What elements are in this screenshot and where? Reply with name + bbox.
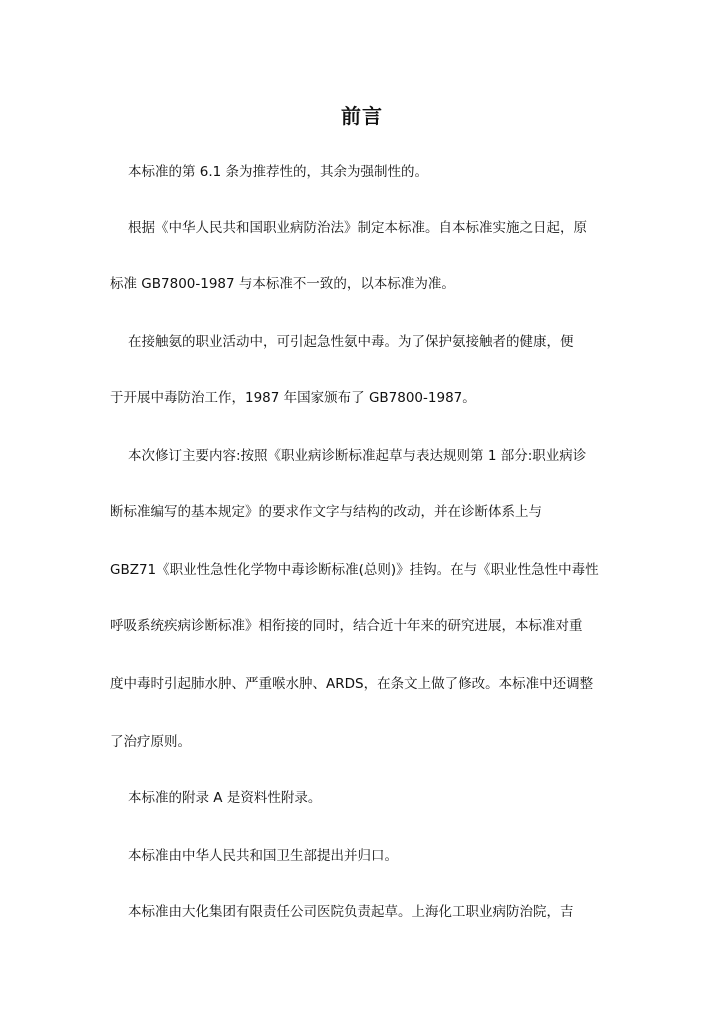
page-title: 前言 [341, 104, 383, 128]
paragraph-line: 本标准由大化集团有限责任公司医院负责起草。上海化工职业病防治院，吉 [128, 904, 574, 920]
paragraph-line: 根据《中华人民共和国职业病防治法》制定本标准。自本标准实施之日起，原 [128, 220, 587, 236]
paragraph-line: 本标准的第 6.1 条为推荐性的，其余为强制性的。 [128, 164, 429, 180]
paragraph-line: 呼吸系统疾病诊断标准》相衔接的同时，结合近十年来的研究进展，本标准对重 [110, 618, 583, 634]
paragraph-line: 在接触氨的职业活动中，可引起急性氨中毒。为了保护氨接触者的健康，便 [128, 334, 574, 350]
paragraph-line: 于开展中毒防治工作，1987 年国家颁布了 GB7800-1987。 [110, 390, 476, 406]
paragraph-line: 标准 GB7800-1987 与本标准不一致的，以本标准为准。 [110, 276, 455, 292]
paragraph-line: 度中毒时引起肺水肿、严重喉水肿、ARDS，在条文上做了修改。本标准中还调整 [110, 676, 594, 692]
paragraph-line: 本标准的附录 A 是资料性附录。 [128, 790, 322, 806]
paragraph-line: 本标准由中华人民共和国卫生部提出并归口。 [128, 848, 398, 864]
paragraph-line: 断标准编写的基本规定》的要求作文字与结构的改动，并在诊断体系上与 [110, 504, 542, 520]
paragraph-line: 本次修订主要内容:按照《职业病诊断标准起草与表达规则第 1 部分:职业病诊 [128, 448, 587, 464]
paragraph-line: 了治疗原则。 [110, 734, 191, 750]
paragraph-line: GBZ71《职业性急性化学物中毒诊断标准(总则)》挂钩。在与《职业性急性中毒性 [110, 562, 599, 578]
